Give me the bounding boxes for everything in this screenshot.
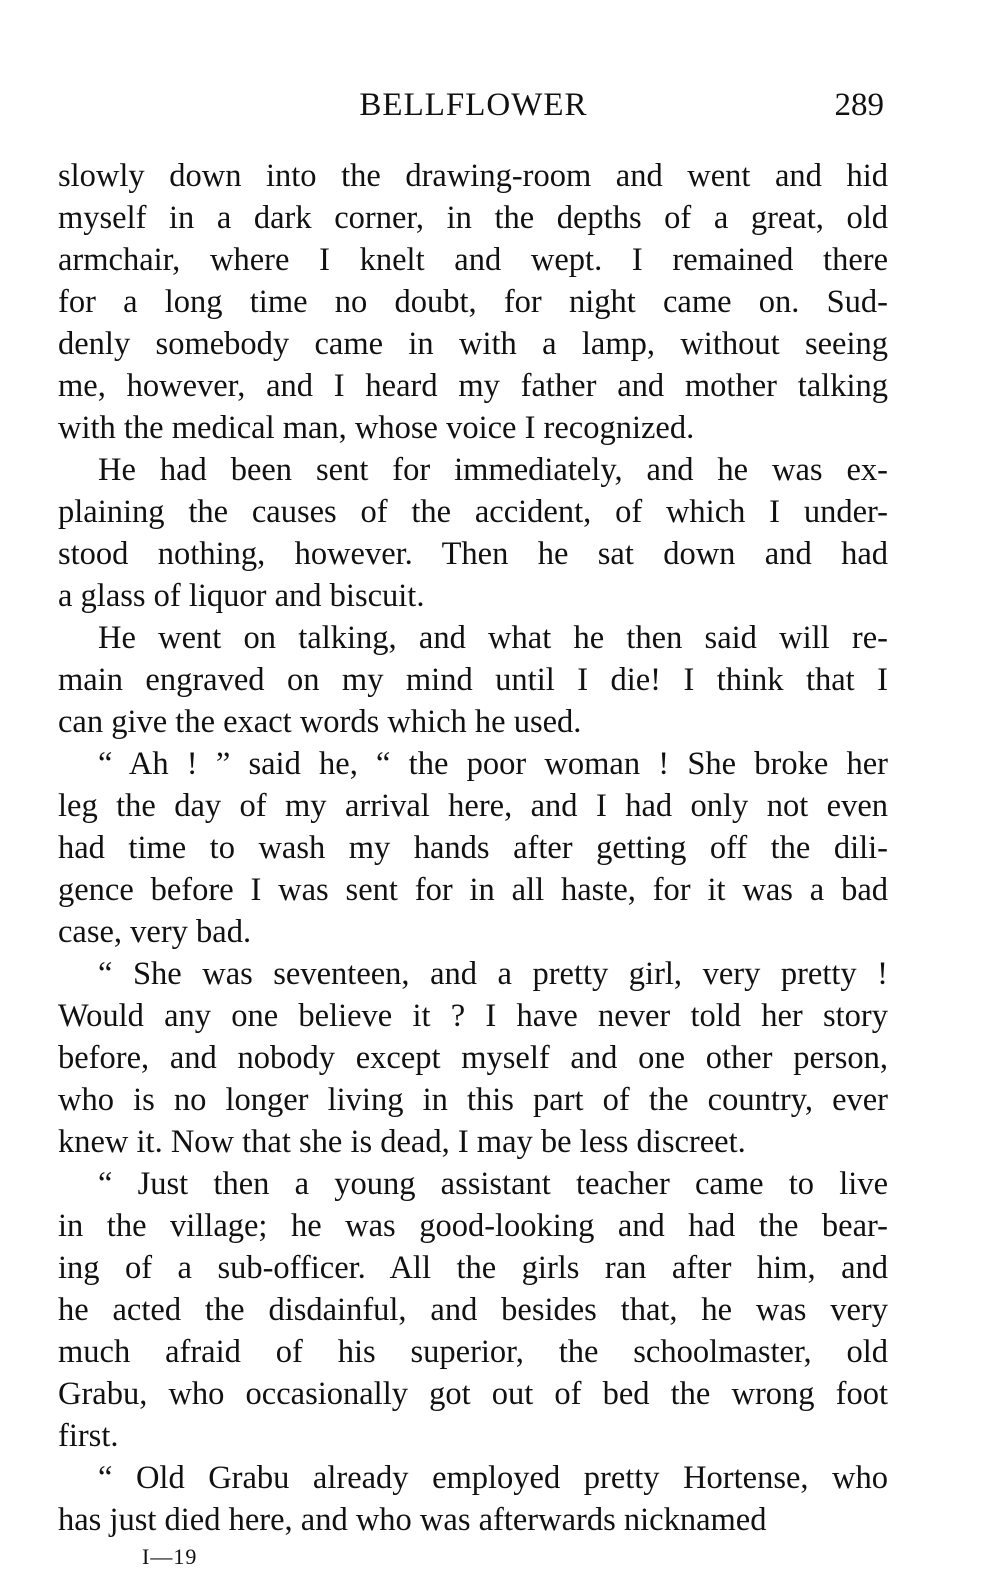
text-line: with the medical man, whose voice I recognized. <box>58 410 695 446</box>
paragraph <box>58 1457 888 1541</box>
running-head <box>57 80 890 130</box>
text-line: armchair, where I knelt and wept. I remained there <box>58 242 888 278</box>
text-line: has just died here, and who was afterwards nicknamed <box>58 1502 767 1538</box>
text-line: can give the exact words which he used. <box>58 704 582 740</box>
text-line: a glass of liquor and biscuit. <box>58 578 425 614</box>
text-line: for a long time no doubt, for night came on. Sud- <box>58 284 888 320</box>
text-line: plaining the causes of the accident, of which I under- <box>58 494 888 530</box>
paragraph <box>58 155 888 449</box>
text-line: stood nothing, however. Then he sat down and had <box>58 536 888 572</box>
text-line: leg the day of my arrival here, and I had only not even <box>58 788 888 824</box>
text-line: denly somebody came in with a lamp, without seeing <box>58 326 888 362</box>
text-line: “ She was seventeen, and a pretty girl, very pretty ! <box>98 956 888 992</box>
text-line: who is no longer living in this part of the country, ever <box>58 1082 888 1118</box>
text-line: slowly down into the drawing-room and went and hid <box>58 158 888 194</box>
text-line: before, and nobody except myself and one other person, <box>58 1040 888 1076</box>
text-line: gence before I was sent for in all haste, for it was a bad <box>58 872 888 908</box>
text-line: in the village; he was good-looking and had the bear- <box>58 1208 888 1244</box>
text-line: he acted the disdainful, and besides that, he was very <box>58 1292 888 1328</box>
text-line: “ Old Grabu already employed pretty Hortense, who <box>98 1460 888 1496</box>
body-text <box>58 155 888 1541</box>
paragraph <box>58 617 888 743</box>
signature-mark: I—19 <box>142 1544 198 1569</box>
text-line: first. <box>58 1418 119 1454</box>
text-line: much afraid of his superior, the schoolmaster, old <box>58 1334 888 1370</box>
text-line: main engraved on my mind until I die! I think that I <box>58 662 888 698</box>
text-line: myself in a dark corner, in the depths of a great, old <box>58 200 888 236</box>
text-line: “ Just then a young assistant teacher came to live <box>98 1166 888 1202</box>
text-line: had time to wash my hands after getting off the dili- <box>58 830 888 866</box>
paragraph <box>58 953 888 1163</box>
text-line: Would any one believe it ? I have never told her story <box>58 998 888 1034</box>
paragraph <box>58 1163 888 1457</box>
paragraph <box>58 743 888 953</box>
text-line: knew it. Now that she is dead, I may be less discreet. <box>58 1124 746 1160</box>
text-line: He had been sent for immediately, and he was ex- <box>98 452 888 488</box>
text-line: case, very bad. <box>58 914 252 950</box>
running-title: BELLFLOWER <box>359 87 588 123</box>
text-line: Grabu, who occasionally got out of bed the wrong foot <box>58 1376 888 1412</box>
paragraph <box>58 449 888 617</box>
text-line: me, however, and I heard my father and mother talking <box>58 368 888 404</box>
page-number: 289 <box>834 87 884 123</box>
text-line: ing of a sub-officer. All the girls ran after him, and <box>58 1250 888 1286</box>
text-line: “ Ah ! ” said he, “ the poor woman ! She broke her <box>98 746 888 782</box>
text-line: He went on talking, and what he then said will re- <box>98 620 888 656</box>
